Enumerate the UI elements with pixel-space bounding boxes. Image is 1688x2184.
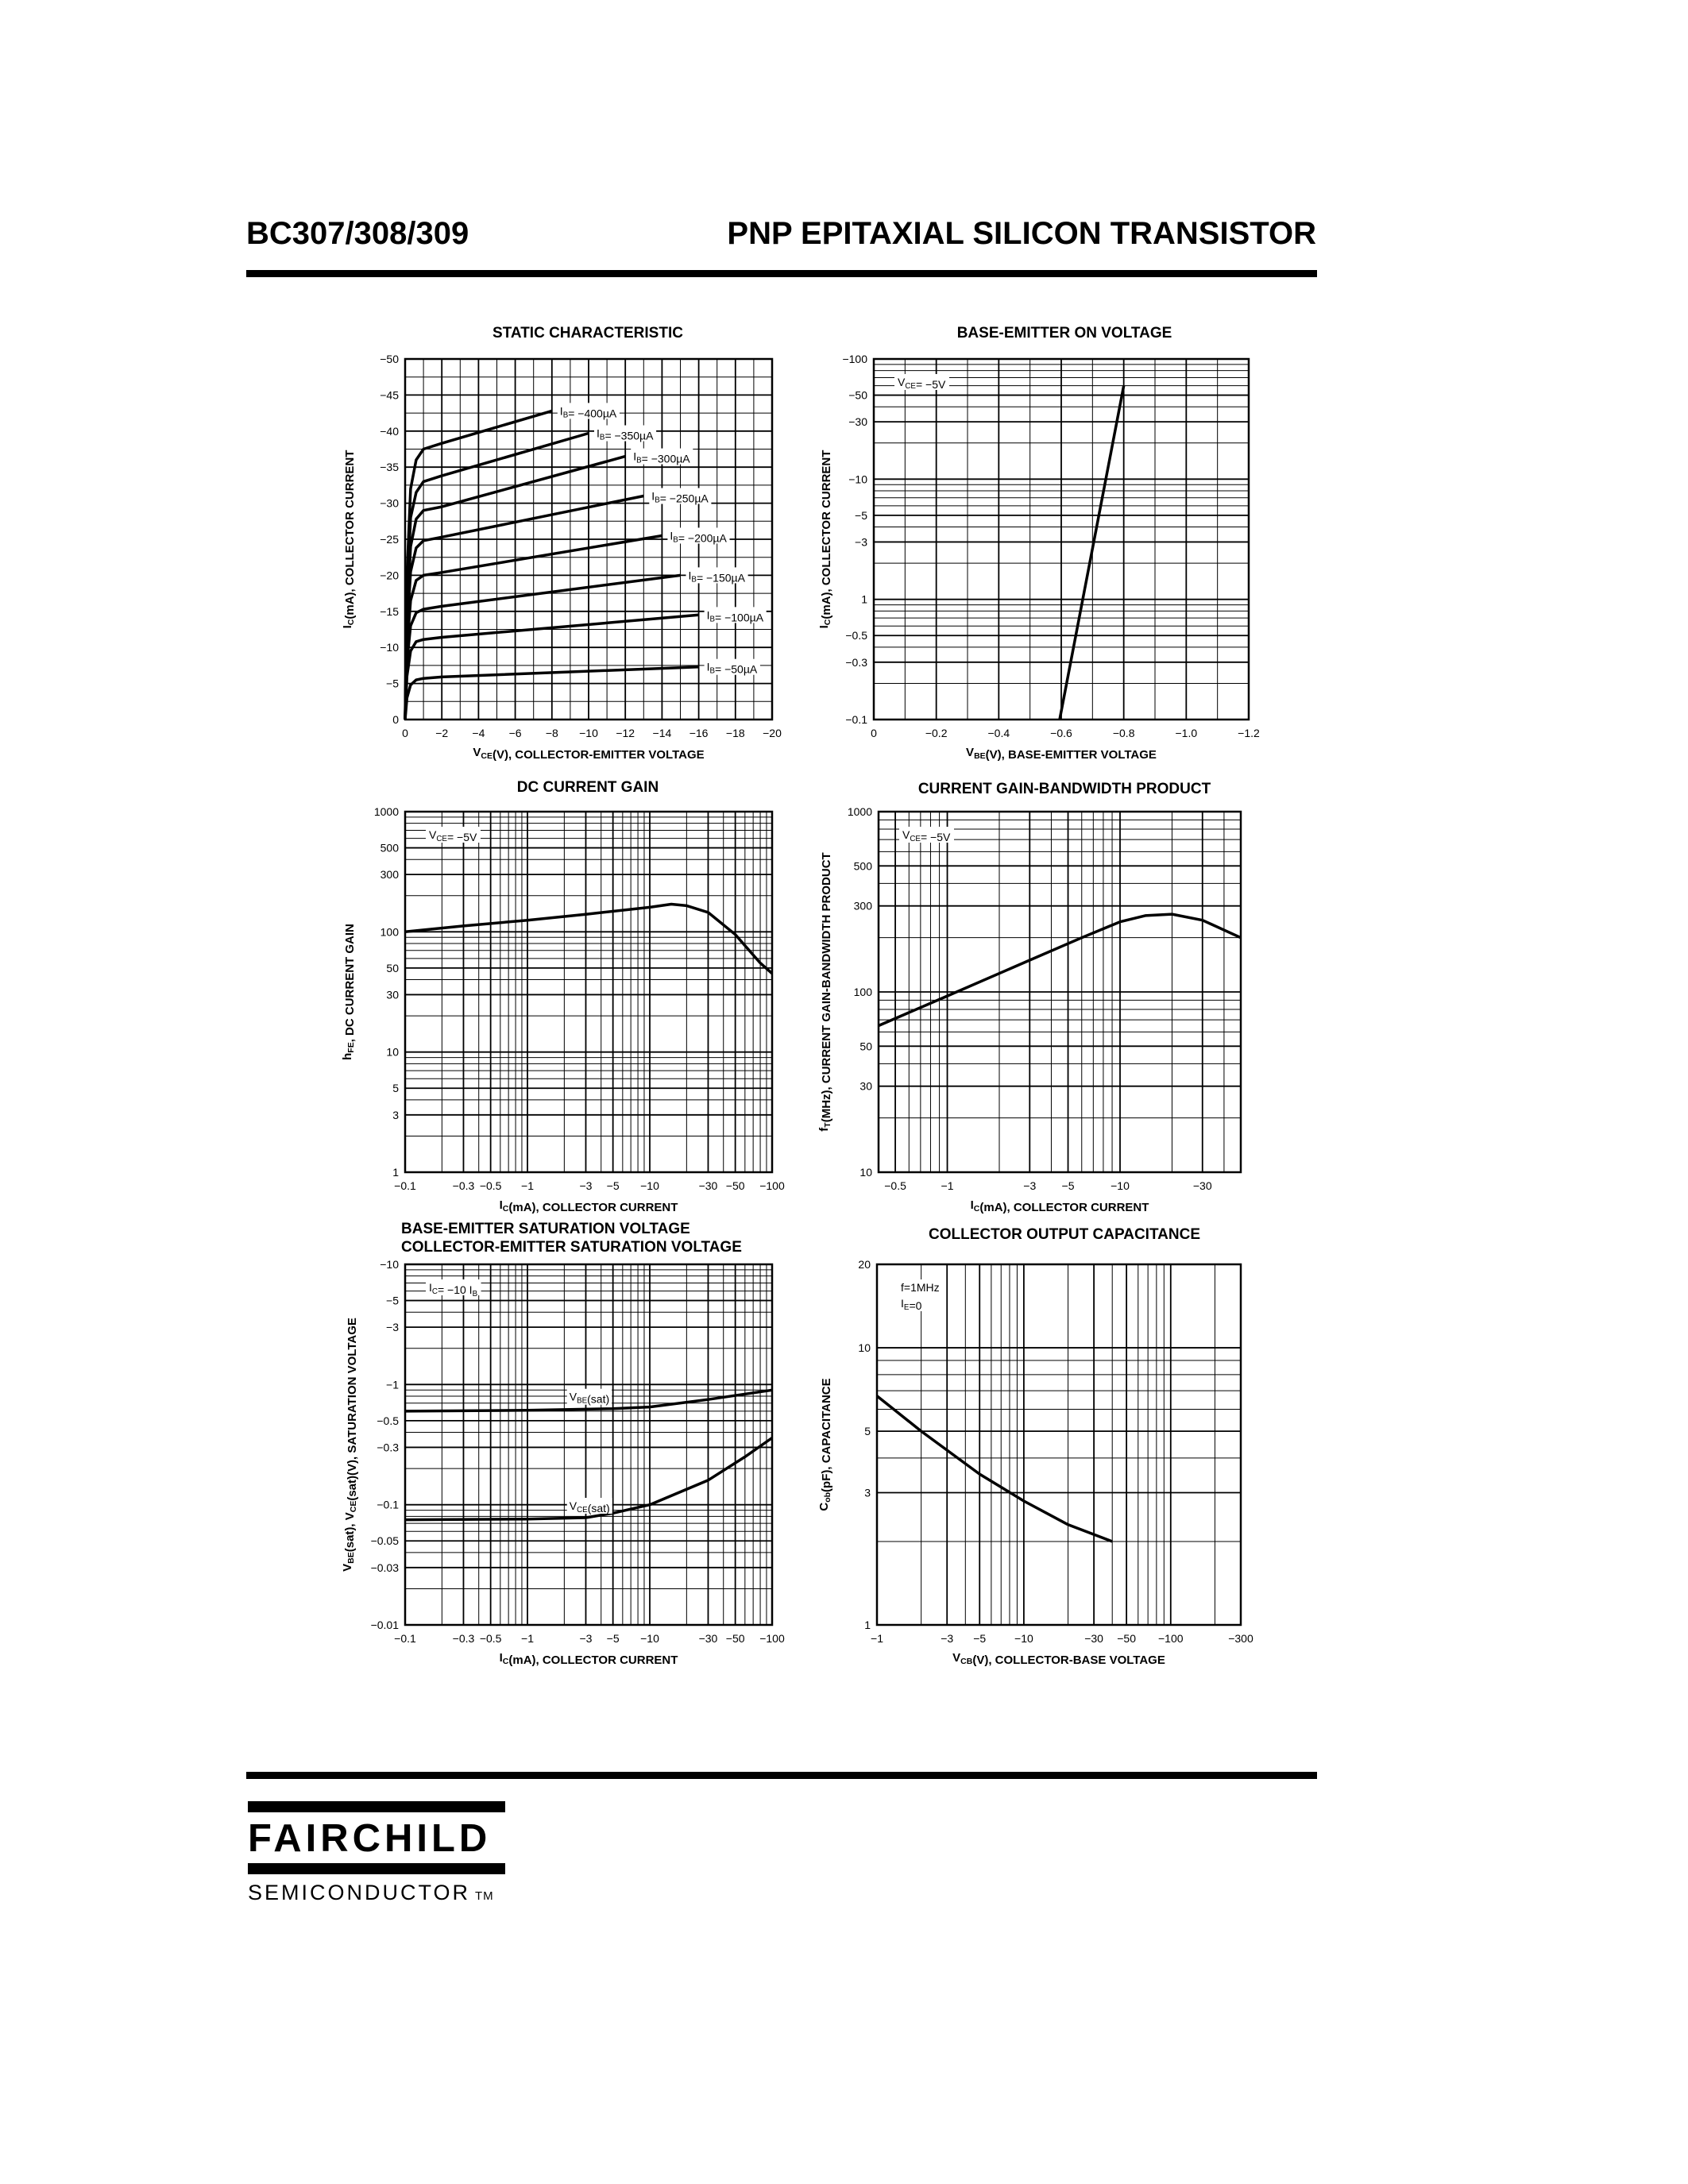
x-tick-label: −5 [1061,1179,1075,1192]
y-tick-label: −45 [380,388,399,402]
y-tick-label: 0 [392,713,399,726]
y-tick-label: −35 [380,461,399,474]
annotation-text: $V_{CE}= -5V$ [898,376,946,391]
chart-title-ft: CURRENT GAIN-BANDWIDTH PRODUCT [917,781,1211,797]
y-tick-label: −0.3 [845,655,867,669]
y-tick-label: −5 [386,677,399,690]
x-tick-label: −0.8 [1112,727,1135,739]
chart-title-vbe-sat: BASE-EMITTER SATURATION VOLTAGE [401,1221,690,1237]
y-tick-label: −0.03 [370,1561,399,1574]
static-characteristic-chart [334,341,794,770]
x-tick-label: −1.0 [1175,727,1198,739]
x-axis-label: $V_{CB}(V)$, COLLECTOR-BASE VOLTAGE [952,1651,1165,1667]
y-tick-label: 1 [861,592,867,606]
series-label: $I_B= -400\mu A$ [559,404,617,420]
y-tick-label: 10 [859,1166,872,1179]
y-tick-label: −15 [380,604,399,618]
saturation-voltage-chart [334,1247,794,1668]
collector-output-capacitance-chart [810,1247,1255,1668]
y-tick-label: −0.1 [845,713,867,726]
y-tick-label: 1 [864,1619,871,1631]
x-tick-label: −50 [1117,1632,1137,1645]
y-tick-label: −20 [380,569,399,582]
x-tick-label: −10 [1014,1632,1033,1645]
x-tick-label: −300 [1228,1632,1253,1645]
plot-frame [877,1264,1241,1625]
x-tick-label: −3 [579,1179,593,1192]
x-tick-label: −30 [1192,1179,1212,1192]
y-tick-label: −50 [380,353,399,365]
part-number-heading: BC307/308/309 [246,216,469,251]
annotation-text: $I_E=0$ [901,1297,922,1312]
series-curve [1060,386,1124,720]
x-tick-label: −18 [725,727,745,739]
chart-title-cob: COLLECTOR OUTPUT CAPACITANCE [929,1226,1200,1243]
y-tick-label: 300 [380,868,399,882]
y-tick-label: 30 [859,1079,872,1093]
y-tick-label: −5 [386,1294,399,1307]
y-axis-label: $C_{ob}(pF)$, CAPACITANCE [817,1378,833,1511]
series-label: $V_{BE}(sat)$ [569,1390,610,1406]
series-label: $I_B= -200\mu A$ [670,529,727,545]
series-label: $I_B= -350\mu A$ [597,426,654,442]
y-tick-label: −3 [386,1321,399,1334]
x-tick-label: −3 [1023,1179,1037,1192]
annotation-text: f=1MHz [901,1281,940,1294]
y-tick-label: −0.3 [377,1441,399,1454]
y-tick-label: 100 [853,986,872,998]
x-axis-label: $I_C(mA)$, COLLECTOR CURRENT [970,1198,1149,1214]
y-tick-label: 1000 [847,805,872,818]
y-tick-label: −0.5 [845,629,867,642]
x-tick-label: −8 [545,727,558,739]
y-tick-label: −10 [848,473,867,486]
logo-trademark: TM [475,1889,494,1903]
header-rule [246,270,1317,277]
y-tick-label: 10 [386,1045,399,1059]
x-tick-label: −30 [698,1632,718,1645]
chart-title-static: STATIC CHARACTERISTIC [492,325,683,341]
series-label: $I_B= -50\mu A$ [706,660,758,676]
x-tick-label: −12 [616,727,635,739]
x-tick-label: 0 [871,727,877,739]
series-label: $V_{CE}(sat)$ [569,1499,610,1515]
x-tick-label: −0.1 [394,1179,416,1192]
fairchild-logo [248,1801,505,1905]
y-axis-label: $h_{FE}$, DC CURRENT GAIN [341,924,357,1060]
y-tick-label: 500 [853,859,872,873]
x-tick-label: −16 [689,727,709,739]
x-tick-label: −2 [435,727,449,739]
y-tick-label: −10 [380,1258,399,1271]
logo-sub-brand [248,1881,505,1905]
document-title: PNP EPITAXIAL SILICON TRANSISTOR [727,216,1316,251]
logo-top-bar [248,1801,505,1812]
series-curve [877,1396,1112,1542]
y-tick-label: −40 [380,424,399,438]
x-tick-label: −0.4 [987,727,1010,739]
y-tick-label: −30 [380,496,399,510]
plot-frame [405,1264,772,1625]
y-tick-label: 5 [864,1425,871,1438]
y-tick-label: 50 [859,1040,872,1053]
y-axis-label: $I_C(mA)$, COLLECTOR CURRENT [341,450,357,629]
y-tick-label: −0.05 [370,1534,399,1548]
series-label: $I_B= -100\mu A$ [706,608,764,624]
y-axis-label: $f_T(MHz)$, CURRENT GAIN-BANDWIDTH PRODUCT [817,852,833,1132]
x-tick-label: −20 [763,727,782,739]
x-tick-label: −5 [606,1632,620,1645]
y-tick-label: −10 [380,641,399,654]
x-tick-label: −5 [973,1632,987,1645]
y-tick-label: 5 [392,1082,399,1095]
series-label: $I_B= -300\mu A$ [633,450,690,465]
x-tick-label: −0.6 [1050,727,1072,739]
y-tick-label: −50 [848,388,867,402]
x-tick-label: −0.5 [479,1632,502,1645]
x-tick-label: −10 [640,1632,659,1645]
x-tick-label: −6 [508,727,522,739]
x-tick-label: −3 [941,1632,954,1645]
x-tick-label: −10 [579,727,598,739]
y-tick-label: 20 [858,1258,871,1271]
x-tick-label: −1 [521,1632,534,1645]
x-tick-label: −50 [725,1632,745,1645]
annotation-text: $V_{CE}= -5V$ [429,828,477,843]
dc-current-gain-chart [334,794,794,1215]
x-tick-label: −30 [698,1179,718,1192]
x-axis-label: $V_{BE}(V)$, BASE-EMITTER VOLTAGE [966,746,1157,762]
x-tick-label: −100 [1158,1632,1184,1645]
y-tick-label: −0.01 [370,1619,399,1631]
footer-rule [246,1772,1317,1779]
x-tick-label: −50 [725,1179,745,1192]
x-tick-label: −100 [759,1632,785,1645]
x-tick-label: −10 [640,1179,659,1192]
series-label: $I_B= -150\mu A$ [688,569,745,585]
base-emitter-on-voltage-chart [810,341,1260,770]
y-axis-label: $I_C(mA)$, COLLECTOR CURRENT [817,450,833,629]
annotation-text: $I_C= -10$ $I_B$ [429,1281,478,1298]
series-curve [405,905,772,974]
x-tick-label: −5 [606,1179,620,1192]
y-tick-label: 1 [392,1166,399,1179]
x-tick-label: −0.1 [394,1632,416,1645]
y-axis-label: $V_{BE}(sat)$, $V_{CE}(sat)(V)$, SATURATION VOLTAGE [341,1318,359,1572]
logo-semiconductor-text: SEMICONDUCTOR [248,1881,471,1904]
x-axis-label: $I_C(mA)$, COLLECTOR CURRENT [499,1198,678,1214]
x-tick-label: −0.5 [479,1179,502,1192]
y-tick-label: −5 [855,508,867,522]
x-tick-label: −0.3 [452,1632,475,1645]
x-tick-label: −1 [941,1179,954,1192]
chart-title-hfe: DC CURRENT GAIN [516,779,659,796]
chart-subtitle-vce-sat: COLLECTOR-EMITTER SATURATION VOLTAGE [401,1239,742,1256]
x-tick-label: −100 [759,1179,785,1192]
annotation-text: $V_{CE}= -5V$ [902,828,951,843]
y-tick-label: −25 [380,533,399,546]
plot-frame [405,812,772,1172]
x-tick-label: −0.5 [884,1179,906,1192]
y-tick-label: 300 [853,899,872,913]
y-tick-label: 50 [386,961,399,974]
x-tick-label: −0.3 [452,1179,475,1192]
x-tick-label: −30 [1084,1632,1103,1645]
x-tick-label: −1 [871,1632,883,1645]
y-tick-label: −0.1 [377,1498,399,1511]
logo-brand-text: FAIRCHILD [248,1817,492,1860]
series-label: $I_B= -250\mu A$ [651,489,709,505]
y-tick-label: 1000 [373,805,399,818]
x-axis-label: $V_{CE}(V)$, COLLECTOR-EMITTER VOLTAGE [473,746,705,762]
x-tick-label: −1.2 [1238,727,1260,739]
x-tick-label: 0 [402,727,408,739]
y-tick-label: −3 [855,535,867,549]
y-tick-label: 3 [392,1108,399,1121]
gain-bandwidth-chart [810,794,1255,1215]
y-tick-label: 100 [380,925,399,939]
y-tick-label: 10 [858,1341,871,1355]
chart-title-vbe-on: BASE-EMITTER ON VOLTAGE [956,325,1172,341]
series-curve [879,914,1241,1025]
x-tick-label: −4 [472,727,485,739]
y-tick-label: −1 [386,1378,399,1391]
y-tick-label: 500 [380,841,399,855]
x-tick-label: −10 [1111,1179,1130,1192]
x-tick-label: −3 [579,1632,593,1645]
x-tick-label: −0.2 [925,727,948,739]
logo-bottom-bar [248,1863,505,1874]
y-tick-label: −0.5 [377,1414,399,1427]
y-tick-label: 30 [386,988,399,1001]
y-tick-label: −100 [842,353,867,365]
x-tick-label: −14 [652,727,672,739]
x-tick-label: −1 [521,1179,534,1192]
x-axis-label: $I_C(mA)$, COLLECTOR CURRENT [499,1651,678,1667]
y-tick-label: 3 [864,1486,871,1499]
y-tick-label: −30 [848,415,867,429]
